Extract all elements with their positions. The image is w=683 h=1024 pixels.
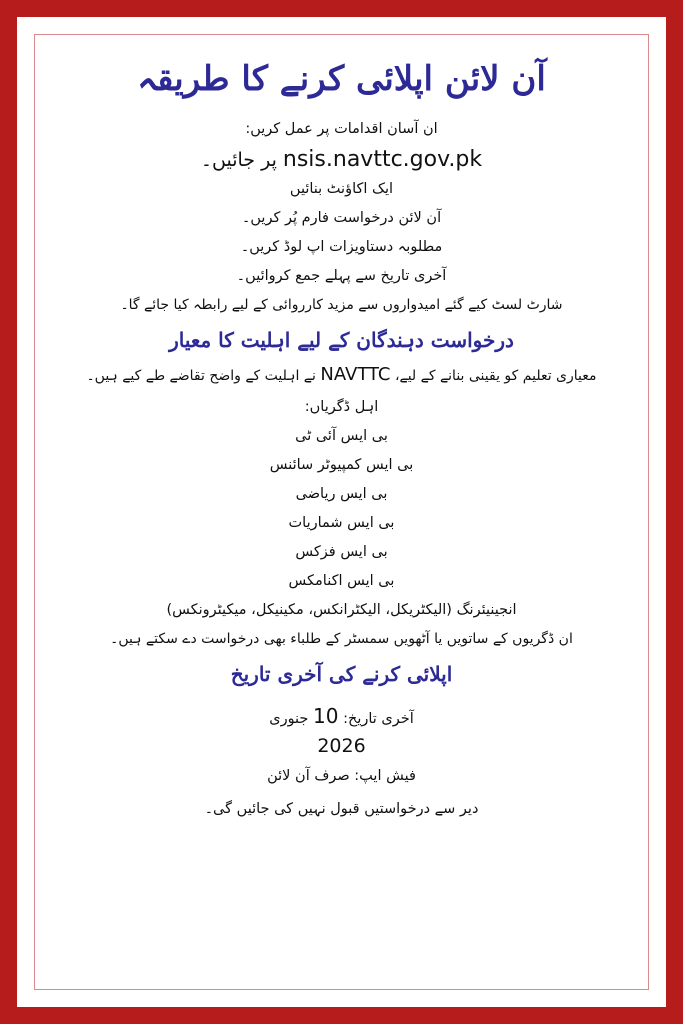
page-title: آن لائن اپلائی کرنے کا طریقہ (137, 59, 546, 99)
step-item: آن لائن درخواست فارم پُر کریں۔ (241, 210, 442, 226)
deadline-day: 10 (313, 704, 339, 728)
org-name: NAVTTC (320, 364, 391, 385)
notice-content (55, 49, 628, 979)
deadline-label: آخری تاریخ: (343, 711, 414, 727)
degree-item: بی ایس شماریات (288, 515, 395, 531)
degree-item: بی ایس اکنامکس (288, 573, 395, 589)
site-url: nsis.navttc.gov.pk (282, 147, 483, 172)
visit-site-line (55, 144, 628, 175)
degrees-label: اہل ڈگریاں: (304, 399, 379, 415)
semester-note: ان ڈگریوں کے ساتویں یا آٹھویں سمسٹر کے طلباء بھی درخواست دے سکتے ہیں۔ (110, 631, 573, 647)
degree-item: بی ایس کمپیوٹر سائنس (269, 457, 414, 473)
late-note: دیر سے درخواستیں قبول نہیں کی جائیں گی۔ (204, 801, 479, 817)
eligibility-intro-after: نے اہلیت کے واضح تقاضے طے کیے ہیں۔ (86, 368, 316, 384)
degree-item: بی ایس آئی ٹی (295, 428, 388, 444)
degree-item: انجینیئرنگ (الیکٹریکل، الیکٹرانکس، مکینیکل، میکیٹرونکس) (166, 602, 517, 618)
degree-item: بی ایس ریاضی (295, 486, 388, 502)
inner-border (34, 34, 649, 990)
eligibility-heading: درخواست دہندگان کے لیے اہلیت کا معیار (169, 328, 514, 352)
deadline-line (55, 702, 628, 731)
deadline-month: جنوری (269, 711, 309, 727)
eligibility-intro (55, 360, 628, 389)
visit-site-suffix: پر جائیں۔ (200, 149, 277, 171)
step-item: ایک اکاؤنٹ بنائیں (289, 181, 394, 197)
steps-intro: ان آسان اقدامات پر عمل کریں: (245, 121, 438, 137)
deadline-heading: اپلائی کرنے کی آخری تاریخ (230, 662, 453, 686)
step-item: آخری تاریخ سے پہلے جمع کروائیں۔ (236, 268, 447, 284)
deadline-year: 2026 (317, 735, 366, 757)
shortlist-note: شارٹ لسٹ کیے گئے امیدواروں سے مزید کارروائی کے لیے رابطہ کیا جائے گا۔ (120, 297, 563, 313)
fee-line: فیش ایپ: صرف آن لائن (267, 768, 416, 784)
step-item: مطلوبہ دستاویزات اپ لوڈ کریں۔ (240, 239, 443, 255)
degree-item: بی ایس فزکس (295, 544, 388, 560)
eligibility-intro-before: معیاری تعلیم کو یقینی بنانے کے لیے، (394, 368, 597, 384)
